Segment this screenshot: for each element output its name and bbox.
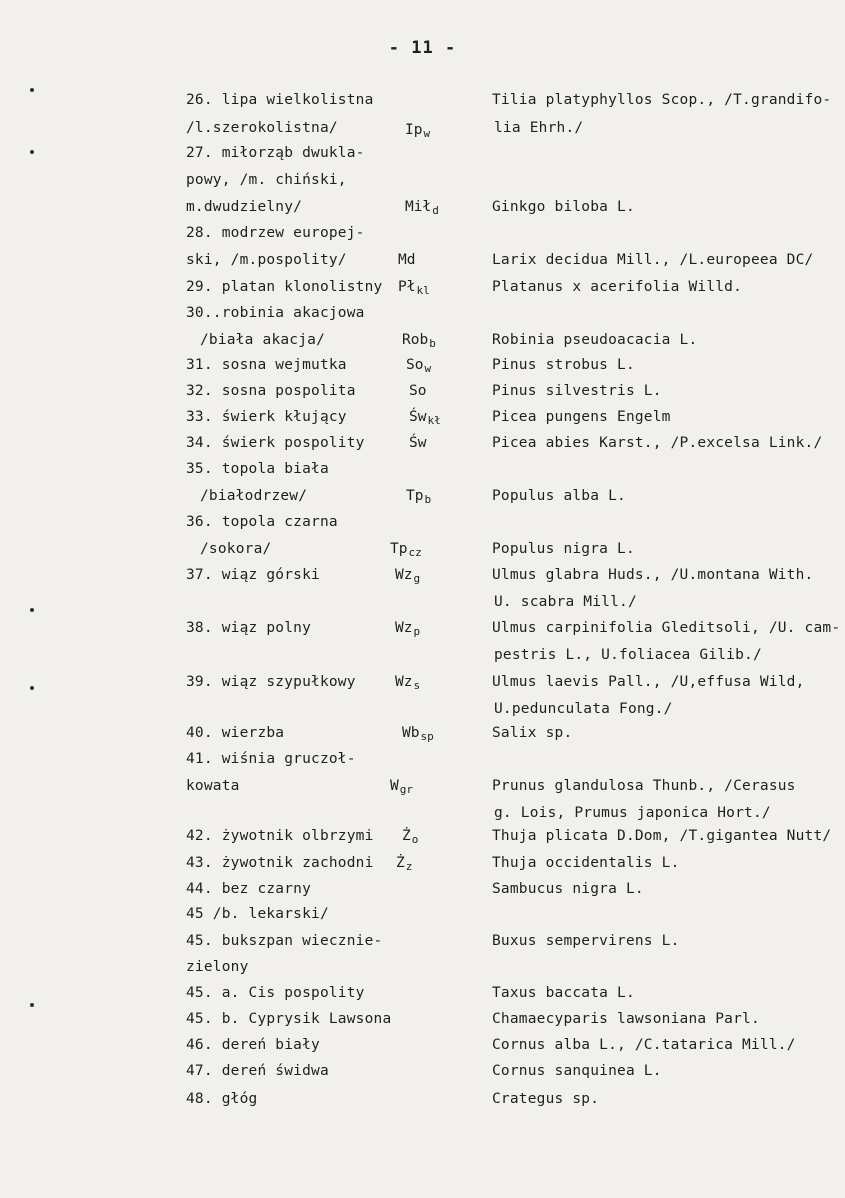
latin-name: Thuja occidentalis L. <box>492 855 680 871</box>
latin-name: Robinia pseudoacacia L. <box>492 332 698 348</box>
latin-name: Ulmus carpinifolia Gleditsoli, /U. cam- <box>492 620 841 636</box>
polish-name: 45. a. Cis pospolity <box>186 985 365 1001</box>
polish-name: 29. platan klonolistny <box>186 279 383 295</box>
species-abbreviation: $Wz_g$ <box>395 567 421 585</box>
polish-name: 45. b. Cyprysik Lawsona <box>186 1011 392 1027</box>
polish-name: 41. wiśnia gruczoł- <box>186 751 356 767</box>
polish-name: 45 /b. lekarski/ <box>186 906 329 922</box>
polish-name: 48. głóg <box>186 1091 258 1107</box>
latin-name: Pinus silvestris L. <box>492 383 662 399</box>
species-abbreviation: Św <box>409 435 427 451</box>
species-abbreviation: $Ip_w$ <box>405 122 431 140</box>
latin-name: Picea pungens Engelm <box>492 409 671 425</box>
latin-name: Ulmus laevis Pall., /U,effusa Wild, <box>492 674 805 690</box>
species-abbreviation: $Wb_{sp}$ <box>402 725 434 743</box>
species-abbreviation: Rob$_b$ <box>402 332 436 350</box>
latin-name: Cornus sanquinea L. <box>492 1063 662 1079</box>
margin-dot <box>30 686 34 690</box>
latin-name: Crategus sp. <box>492 1091 600 1107</box>
polish-name: 26. lipa wielkolistna <box>186 92 374 108</box>
latin-name: Taxus baccata L. <box>492 985 635 1001</box>
latin-name: Salix sp. <box>492 725 573 741</box>
polish-name: 45. bukszpan wiecznie- <box>186 933 383 949</box>
polish-name: 35. topola biała <box>186 461 329 477</box>
latin-name: Pinus strobus L. <box>492 357 635 373</box>
polish-name: /sokora/ <box>200 541 272 557</box>
polish-name: 43. żywotnik zachodni <box>186 855 374 871</box>
latin-name: Sambucus nigra L. <box>492 881 644 897</box>
margin-dot <box>30 608 34 612</box>
latin-name: Picea abies Karst., /P.excelsa Link./ <box>492 435 823 451</box>
polish-name: 46. dereń biały <box>186 1037 320 1053</box>
latin-name: pestris L., U.foliacea Gilib./ <box>494 647 762 663</box>
margin-dot <box>30 1003 34 1007</box>
polish-name: 42. żywotnik olbrzymi <box>186 828 374 844</box>
margin-dot <box>30 150 34 154</box>
latin-name: U.pedunculata Fong./ <box>494 701 673 717</box>
latin-name: g. Lois, Prumus japonica Hort./ <box>494 805 771 821</box>
latin-name: Populus alba L. <box>492 488 626 504</box>
latin-name: Buxus sempervirens L. <box>492 933 680 949</box>
polish-name: /l.szerokolistna/ <box>186 120 338 136</box>
latin-name: Ginkgo biloba L. <box>492 199 635 215</box>
polish-name: ski, /m.pospolity/ <box>186 252 347 268</box>
species-abbreviation: Md <box>398 252 416 268</box>
polish-name: 47. dereń świdwa <box>186 1063 329 1079</box>
species-abbreviation: $Ż_z$ <box>396 855 413 873</box>
species-abbreviation: Mił$_d$ <box>405 199 439 217</box>
latin-name: Larix decidua Mill., /L.europeea DC/ <box>492 252 814 268</box>
species-abbreviation: $Ż_o$ <box>402 828 419 846</box>
latin-name: Platanus x acerifolia Willd. <box>492 279 743 295</box>
species-abbreviation: $Pł_{kl}$ <box>398 279 430 297</box>
polish-name: 33. świerk kłujący <box>186 409 347 425</box>
polish-name: 44. bez czarny <box>186 881 312 897</box>
species-abbreviation: $W_{gr}$ <box>390 778 413 796</box>
polish-name: 31. sosna wejmutka <box>186 357 347 373</box>
species-abbreviation: $Tp_b$ <box>406 488 432 506</box>
polish-name: 34. świerk pospolity <box>186 435 365 451</box>
polish-name: 37. wiąz górski <box>186 567 320 583</box>
latin-name: Chamaecyparis lawsoniana Parl. <box>492 1011 760 1027</box>
polish-name: 30..robinia akacjowa <box>186 305 365 321</box>
species-abbreviation: $Wz_p$ <box>395 620 421 638</box>
latin-name: lia Ehrh./ <box>494 120 584 136</box>
polish-name: 38. wiąz polny <box>186 620 312 636</box>
species-abbreviation: $Tp_{cz}$ <box>390 541 422 559</box>
page-number: - 11 - <box>388 38 457 58</box>
latin-name: Populus nigra L. <box>492 541 635 557</box>
polish-name: 28. modrzew europej- <box>186 225 365 241</box>
polish-name: 39. wiąz szypułkowy <box>186 674 356 690</box>
polish-name: powy, /m. chiński, <box>186 172 347 188</box>
species-abbreviation: $Św_{kł}$ <box>409 409 441 427</box>
latin-name: Cornus alba L., /C.tatarica Mill./ <box>492 1037 796 1053</box>
polish-name: 36. topola czarna <box>186 514 338 530</box>
species-abbreviation: So <box>409 383 427 399</box>
polish-name: /biała akacja/ <box>200 332 326 348</box>
latin-name: Ulmus glabra Huds., /U.montana With. <box>492 567 814 583</box>
polish-name: 27. miłorząb dwukla- <box>186 145 365 161</box>
polish-name: zielony <box>186 959 249 975</box>
polish-name: 32. sosna pospolita <box>186 383 356 399</box>
latin-name: Thuja plicata D.Dom, /T.gigantea Nutt/ <box>492 828 832 844</box>
polish-name: m.dwudzielny/ <box>186 199 303 215</box>
polish-name: /białodrzew/ <box>200 488 308 504</box>
latin-name: Tilia platyphyllos Scop., /T.grandifo- <box>492 92 832 108</box>
margin-dot <box>30 88 34 92</box>
species-abbreviation: $Wz_s$ <box>395 674 421 692</box>
polish-name: 40. wierzba <box>186 725 285 741</box>
species-abbreviation: $So_w$ <box>406 357 432 375</box>
latin-name: U. scabra Mill./ <box>494 594 637 610</box>
latin-name: Prunus glandulosa Thunb., /Cerasus <box>492 778 796 794</box>
polish-name: kowata <box>186 778 240 794</box>
